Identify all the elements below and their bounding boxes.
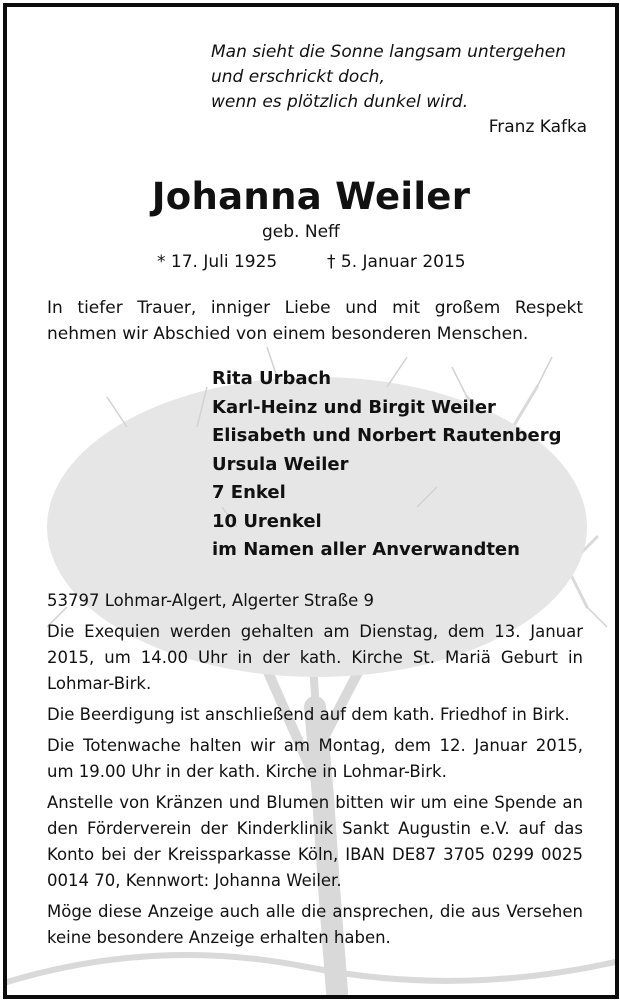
birth-date: * 17. Juli 1925 xyxy=(157,252,278,272)
quote-author: Franz Kafka xyxy=(488,117,587,137)
intro-text: In tiefer Trauer, inniger Liebe und mit großem Respekt nehmen wir Abschied von einem besonderen Menschen. xyxy=(47,298,583,344)
closing-note: Möge diese Anzeige auch alle die ansprechen, die aus Versehen keine besondere Anzeige erhalten haben. xyxy=(47,902,583,947)
life-dates xyxy=(157,252,466,272)
donation-info: Anstelle von Kränzen und Blumen bitten wir um eine Spende an den Förderverein der Kinderklinik Sankt Augustin e.V. auf das Konto bei der Kreissparkasse Köln, IBAN DE87 3705 0299 0025 0014 70, Kennwort: Johanna Weiler. xyxy=(47,793,583,890)
mourner-name: 7 Enkel xyxy=(212,482,286,503)
mourner-name: Rita Urbach xyxy=(212,368,332,389)
quote-line: Man sieht die Sonne langsam untergehen xyxy=(211,42,566,62)
maiden-name: geb. Neff xyxy=(262,222,340,242)
mourner-name: 10 Urenkel xyxy=(212,510,322,532)
kafka-quote xyxy=(211,40,591,140)
death-date: † 5. Januar 2015 xyxy=(327,252,466,272)
quote-line: und erschrickt doch, xyxy=(211,67,385,87)
wake-info: Die Totenwache halten wir am Montag, dem 12. Januar 2015, um 19.00 Uhr in der kath. Kirche in Lohmar-Birk. xyxy=(47,736,583,781)
mourner-name: im Namen aller Anverwandten xyxy=(212,539,520,560)
mourner-name: Elisabeth und Norbert Rautenberg xyxy=(212,425,562,446)
burial-info: Die Beerdigung ist anschließend auf dem kath. Friedhof in Birk. xyxy=(47,705,570,724)
mourners-list xyxy=(212,365,562,565)
mourner-name: Karl-Heinz und Birgit Weiler xyxy=(212,396,496,418)
service-details xyxy=(47,588,583,956)
deceased-name: Johanna Weiler xyxy=(151,175,471,218)
funeral-mass-info: Die Exequien werden gehalten am Dienstag, dem 13. Januar 2015, um 14.00 Uhr in der kath. Kirche St. Mariä Geburt in Lohmar-Birk. xyxy=(47,622,583,693)
address: 53797 Lohmar-Algert, Algerter Straße 9 xyxy=(47,591,374,610)
obituary-notice xyxy=(3,3,619,999)
quote-line: wenn es plötzlich dunkel wird. xyxy=(211,92,469,112)
mourner-name: Ursula Weiler xyxy=(212,453,349,475)
